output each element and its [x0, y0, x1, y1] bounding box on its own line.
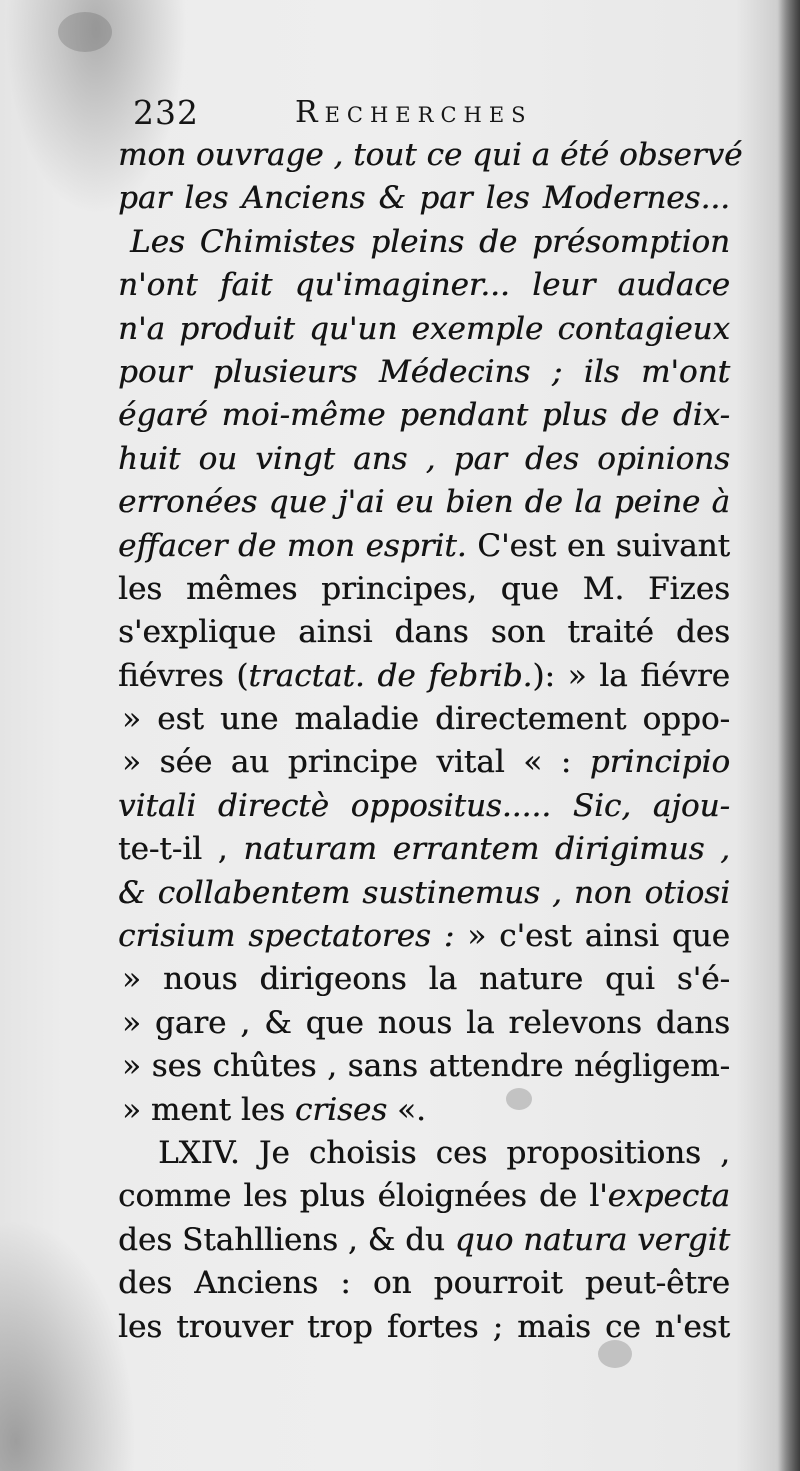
italic-run: crisium spectatores :	[118, 918, 455, 955]
text-line: & collabentem sustinemus , non otiosi	[118, 874, 730, 911]
text-line	[118, 915, 730, 958]
body-text	[118, 134, 743, 1349]
text-line	[118, 525, 730, 568]
text-line: n'ont fait qu'imaginer... leur audace	[118, 267, 730, 304]
roman-run: fiévres (	[118, 657, 249, 694]
running-title: Recherches	[295, 95, 533, 130]
italic-run: crises	[294, 1091, 388, 1128]
text-line: » nous dirigeons la nature qui s'é-	[122, 961, 730, 998]
roman-run: «.	[397, 1091, 426, 1128]
italic-run: effacer de mon esprit.	[118, 527, 467, 564]
text-line: s'explique ainsi dans son traité des	[118, 614, 730, 651]
text-line: égaré moi-même pendant plus de dix-	[118, 397, 730, 434]
text-line: mon ouvrage , tout ce qui a été observé	[118, 137, 743, 173]
text-line: Les Chimistes pleins de présomption	[130, 223, 730, 260]
roman-run: » c'est ainsi que	[467, 918, 731, 955]
italic-run: quo natura vergit	[454, 1221, 730, 1258]
italic-run: naturam errantem dirigimus ,	[243, 831, 731, 868]
roman-run: » ment les	[122, 1091, 286, 1128]
roman-run: comme les plus éloignées de l'	[118, 1178, 608, 1215]
roman-run: te-t-il ,	[118, 831, 228, 868]
italic-run: tractat. de febrib.	[248, 657, 533, 694]
roman-run: ): » la fiévre	[532, 657, 730, 694]
ink-stain	[58, 12, 112, 52]
roman-run: C'est en suivant	[477, 527, 730, 564]
text-line: huit ou vingt ans , par des opinions	[118, 440, 730, 477]
italic-run: principio	[589, 744, 730, 781]
roman-run: » sée au principe vital « :	[122, 744, 572, 781]
text-line	[118, 828, 730, 871]
text-line: n'a produit qu'un exemple contagieux	[118, 310, 730, 347]
text-line: vitali directè oppositus..... Sic, ajou-	[118, 787, 730, 824]
text-line: pour plusieurs Médecins ; ils m'ont	[118, 353, 730, 390]
text-line	[118, 1175, 730, 1218]
italic-run: expecta	[607, 1178, 730, 1215]
text-line: » est une maladie directement oppo-	[122, 701, 730, 738]
text-line: par les Anciens & par les Modernes...	[118, 180, 730, 217]
page-number: 232	[133, 93, 199, 132]
paragraph-start-line: LXIV. Je choisis ces propositions ,	[158, 1134, 730, 1171]
book-gutter-shadow	[778, 0, 800, 1471]
text-line: les mêmes principes, que M. Fizes	[118, 570, 730, 607]
text-line: les trouver trop fortes ; mais ce n'est	[118, 1308, 730, 1345]
page-header	[133, 93, 733, 133]
text-line	[118, 741, 730, 784]
text-line	[118, 1089, 730, 1132]
text-line: » gare , & que nous la relevons dans	[122, 1004, 730, 1041]
text-line: des Anciens : on pourroit peut-être	[118, 1265, 730, 1302]
text-line: erronées que j'ai eu bien de la peine à	[118, 484, 730, 521]
roman-run: des Stahlliens , & du	[118, 1221, 445, 1258]
text-line: » ses chûtes , sans attendre négligem-	[122, 1048, 730, 1085]
text-line	[118, 1219, 730, 1262]
text-line	[118, 655, 730, 698]
